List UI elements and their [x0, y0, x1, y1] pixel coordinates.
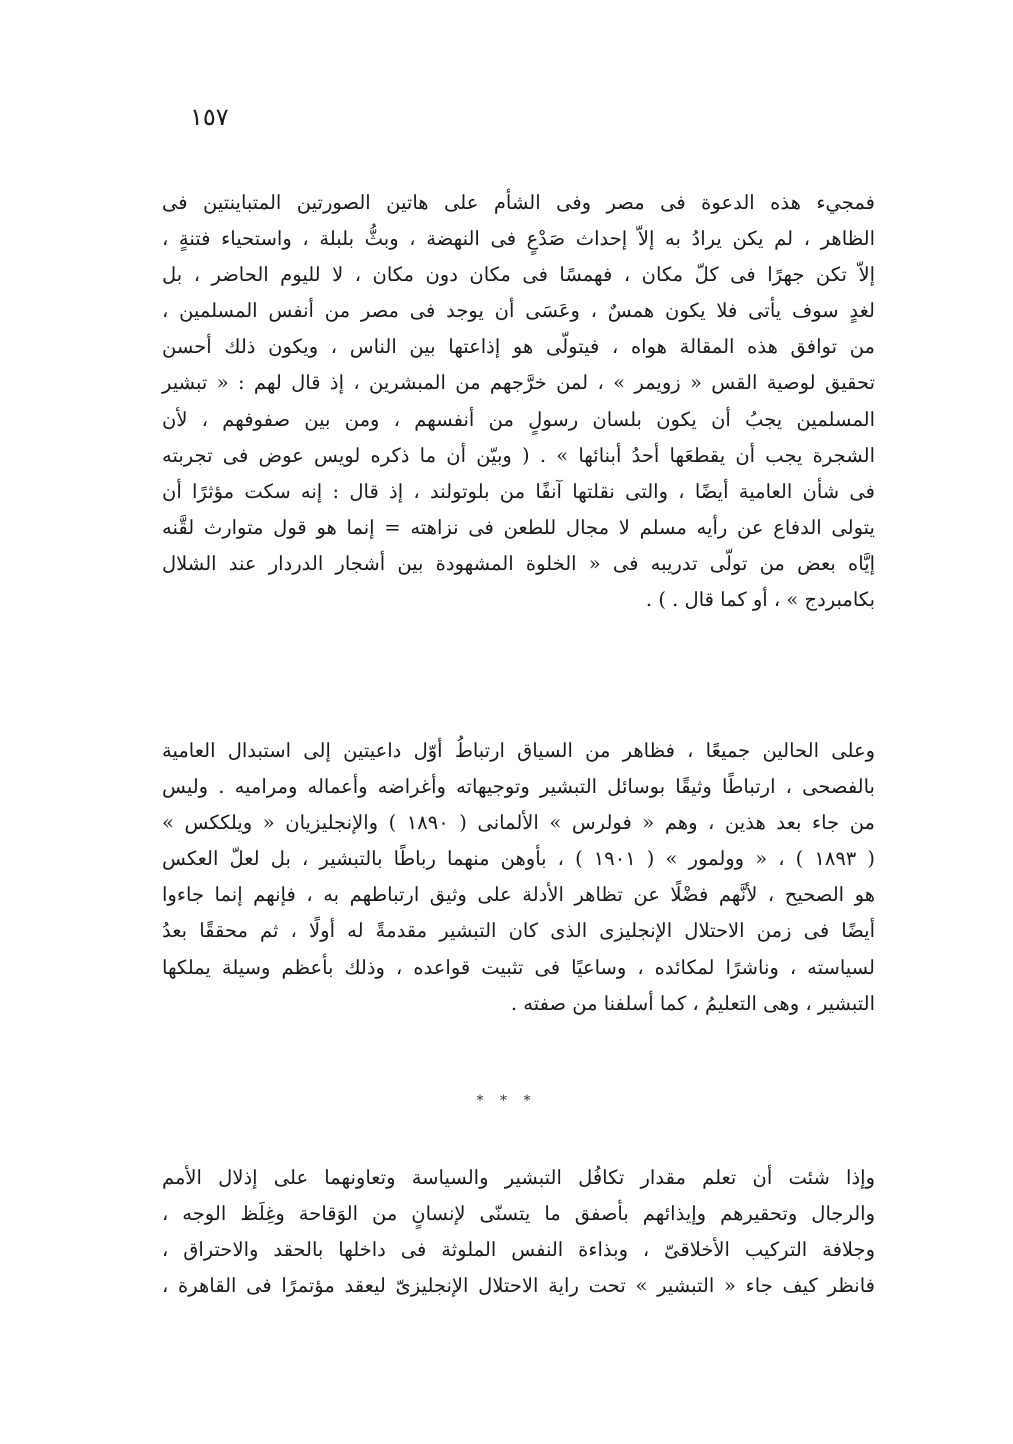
- text-line: وعلى الحالين جميعًا ، فظاهر من السياق ارتباطُ أوّل داعيتين إلى استبدال العامية: [162, 739, 875, 762]
- text-line: الظاهر ، لم يكن يرادُ به إلاّ إحداث صَدْعٍ فى النهضة ، وبثُّ بلبلة ، واستحياء فتنةٍ ،: [162, 227, 875, 251]
- text-line: فانظر كيف جاء « التبشير » تحت راية الاحتلال الإنجليزىّ ليعقد مؤتمرًا فى القاهرة ،: [162, 1274, 875, 1298]
- text-line: فى شأن العامية أيضًا ، والتى نقلتها آنفًا من بلوتولند ، إذ قال : إنه سكت مؤثرًا أن: [162, 479, 875, 503]
- text-line: يتولى الدفاع عن رأيه مسلم لا مجال للطعن فى نزاهته = إنما هو قول متوارث لقَّنه: [162, 515, 875, 539]
- paragraph: [162, 1160, 875, 1304]
- text-line: وإذا شئت أن تعلم مقدار تكافُل التبشير والسياسة وتعاونهما على إذلال الأمم: [162, 1166, 875, 1189]
- text-line: إلاّ تكن جهرًا فى كلّ مكان ، فهمسًا فى مكان دون مكان ، لا لليوم الحاضر ، بل: [162, 263, 875, 287]
- text-line: من جاء بعد هذين ، وهم « فولرس » الألمانى ( ١٨٩٠ ) والإنجليزيان « ويلككس »: [162, 811, 875, 835]
- page-number: ١٥٧: [190, 103, 229, 131]
- text-line: لغدٍ سوف يأتى فلا يكون همسٌ ، وعَسَى أن يوجد فى مصر من أنفس المسلمين ،: [162, 299, 875, 323]
- text-line: وجلافة التركيب الأخلاقىّ ، وبذاءة النفس الملوثة فى داخلها بالحقد والاحتراق ،: [162, 1238, 875, 1262]
- text-line: ( ١٨٩٣ ) ، « وولمور » ( ١٩٠١ ) ، بأوهن منهما رباطًا بالتبشير ، بل لعلّ العكس: [162, 847, 875, 871]
- text-line: فمجيء هذه الدعوة فى مصر وفى الشأم على هاتين الصورتين المتباينتين فى: [162, 191, 875, 214]
- text-line: من توافق هذه المقالة هواه ، فيتولّى هو إذاعتها بين الناس ، ويكون ذلك أحسن: [162, 335, 875, 359]
- text-line: التبشير ، وهى التعليمُ ، كما أسلفنا من صفته .: [510, 991, 875, 1015]
- text-line: تحقيق لوصية القس « زويمر » ، لمن خرَّجهم من المبشرين ، إذ قال لهم : « تبشير: [162, 371, 875, 395]
- text-line: إيَّاه بعض من تولّى تدريبه فى « الخلوة المشهودة بين أشجار الدردار عند الشلال: [162, 551, 875, 575]
- section-separator: * * *: [476, 1093, 537, 1109]
- text-line: الشجرة يجب أن يقطعَها أحدُ أبنائها » . ( وبيّن أن ما ذكره لويس عوض فى تجربته: [162, 443, 875, 467]
- text-line: والرجال وتحقيرهم وإيذائهم بأصفق ما يتسنّى لإنسانٍ من الوَقاحة وغِلَظ الوجه ،: [162, 1202, 875, 1226]
- text-line: بكامبردج » ، أو كما قال . ) .: [645, 588, 875, 612]
- text-line: هو الصحيح ، لأنَّهم فضْلًا عن تظاهر الأدلة على وثيق ارتباطهم به ، فإنهم إنما جاءوا: [162, 883, 875, 907]
- text-line: أيضًا فى زمن الاحتلال الإنجليزى الذى كان التبشير مقدمةً له أولًا ، ثم محققًا بعدُ: [162, 919, 875, 943]
- paragraph: [162, 185, 875, 618]
- text-line: المسلمين يجبُ أن يكون بلسان رسولٍ من أنفسهم ، ومن بين صفوفهم ، لأن: [162, 407, 875, 431]
- text-line: بالفصحى ، ارتباطًا وثيقًا بوسائل التبشير وتوجيهاته وأغراضه وأعماله ومراميه . وليس: [162, 775, 875, 799]
- text-line: لسياسته ، وناشرًا لمكائده ، وساعيًا فى تثبيت قواعده ، وذلك بأعظم وسيلة يملكها: [162, 955, 875, 979]
- paragraph: [162, 733, 875, 1022]
